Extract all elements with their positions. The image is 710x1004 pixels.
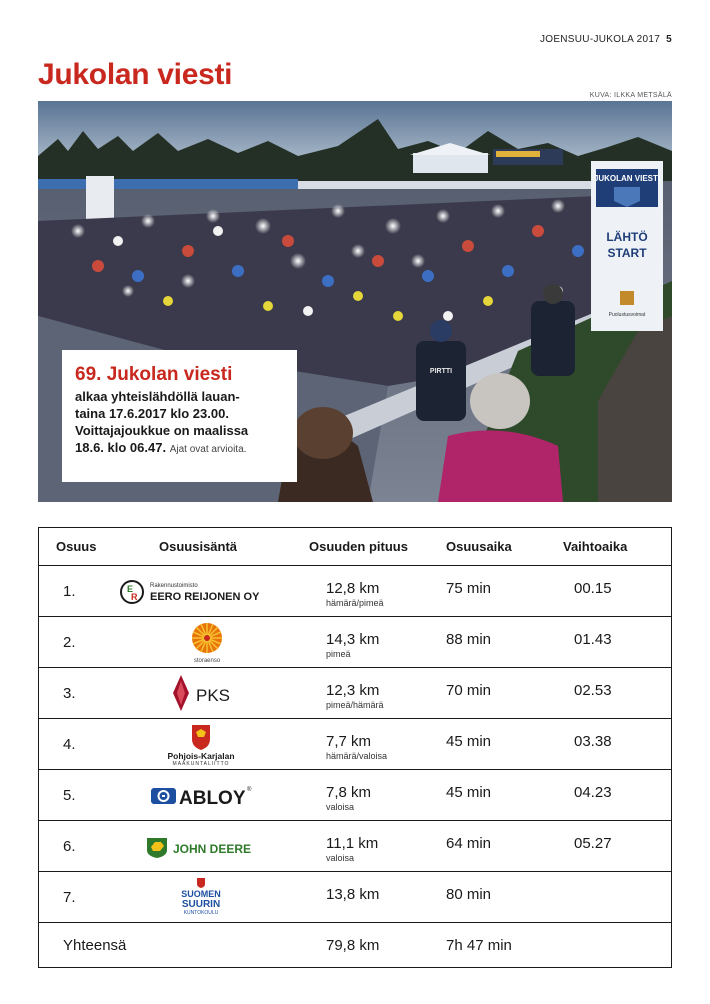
total-length: 79,8 km [326,937,380,954]
leg-number: 1. [63,583,76,600]
leg-length: 12,8 km [326,580,380,597]
total-row [39,923,671,974]
publication-name: JOENSUU-JUKOLA 2017 [539,34,661,45]
sponsor-name: ABLOY [179,788,246,809]
sponsor-name: Pohjois-Karjalan [167,751,235,761]
leg-length: 13,8 km [326,886,380,903]
leg-duration: 70 min [446,682,492,699]
changeover-time: 04.23 [574,784,612,801]
vest-text: PIRTTI [429,368,453,375]
sponsor-small-text: Rakennustoimisto [150,583,198,589]
light-condition: hämärä/pimeä [326,598,384,608]
header-sponsor: Osuusisäntä [159,539,238,554]
eero-reijonen-logo [119,570,279,613]
sponsor-small-text: MAAKUNTALIITTO [172,761,230,766]
table-row [39,821,671,872]
leg-duration: 88 min [446,631,492,648]
photo-credit: KUVA: ILKKA METSÄLÄ [589,92,672,99]
leg-duration: 75 min [446,580,492,597]
callout-finish-time: 18.6. klo 06.47. [75,440,167,455]
table-row [39,872,671,923]
leg-length: 11,1 km [326,835,379,852]
header-leg: Osuus [56,539,97,554]
sign-sponsor: Puolustusvoimat [608,312,646,318]
sponsor-name: EERO REIJONEN OY [150,591,260,603]
leg-length: 7,7 km [326,733,372,750]
sponsor-name: JOHN DEERE [173,842,252,856]
leg-number: 7. [63,889,76,906]
stora-enso-logo [119,621,279,664]
leg-number: 5. [63,787,76,804]
page-number: 5 [666,34,672,45]
header-changeover: Vaihtoaika [563,539,628,554]
sponsor-name: SUOMEN [181,889,221,899]
light-condition: hämärä/valoisa [326,751,388,761]
article-title: Jukolan viesti [38,58,233,91]
leg-number: 4. [63,736,76,753]
leg-length: 12,3 km [326,682,380,699]
changeover-time: 05.27 [574,835,612,852]
callout-body [75,388,285,458]
callout-line: Voittajajoukkue on maalissa [75,423,249,438]
registered-mark-icon: ® [247,787,252,793]
sponsor-small-text: KUNTOKOULU [183,910,219,916]
john-deere-logo [119,825,279,868]
header-duration: Osuusaika [446,539,512,554]
pohjois-karjalan-maakuntaliitto-logo [119,723,279,766]
suomen-suurin-kuntokoulu-logo [119,876,279,919]
pks-logo [119,672,279,715]
table-row [39,617,671,668]
light-condition: pimeä [326,649,351,659]
svg-text:R: R [131,592,138,602]
table-row [39,566,671,617]
changeover-time: 02.53 [574,682,612,699]
running-head [540,34,672,45]
callout-line [75,439,285,458]
sign-start: START [607,246,647,260]
callout-line: alkaa yhteislähdöllä lauan- [75,389,240,404]
sponsor-name: SUURIN [181,899,221,910]
light-condition: pimeä/hämärä [326,700,384,710]
changeover-time: 01.43 [574,631,612,648]
light-condition: valoisa [326,853,355,863]
leg-number: 6. [63,838,76,855]
table-row [39,668,671,719]
leg-length: 7,8 km [326,784,372,801]
total-label: Yhteensä [63,937,127,954]
svg-text:E: E [127,584,134,594]
sign-lahto: LÄHTÖ [606,230,648,244]
event-info-callout [62,350,297,482]
sign-title: JUKOLAN VIESTI [593,174,661,183]
relay-legs-table [38,527,672,968]
changeover-time: 03.38 [574,733,612,750]
leg-duration: 45 min [446,733,492,750]
leg-duration: 80 min [446,886,492,903]
callout-title: 69. Jukolan viesti [75,364,233,385]
leg-number: 3. [63,685,76,702]
light-condition: valoisa [326,802,355,812]
callout-note: Ajat ovat arvioita. [169,444,247,455]
header-length: Osuuden pituus [309,539,408,554]
abloy-logo [119,774,279,817]
total-duration: 7h 47 min [446,937,512,954]
sponsor-name: storaenso [193,658,221,664]
leg-duration: 64 min [446,835,492,852]
leg-duration: 45 min [446,784,492,801]
table-row [39,719,671,770]
table-row [39,770,671,821]
callout-line: taina 17.6.2017 klo 23.00. [75,406,229,421]
sponsor-name: PKS [196,686,231,705]
leg-length: 14,3 km [326,631,380,648]
changeover-time: 00.15 [574,580,612,597]
leg-number: 2. [63,634,76,651]
table-header [39,528,671,566]
